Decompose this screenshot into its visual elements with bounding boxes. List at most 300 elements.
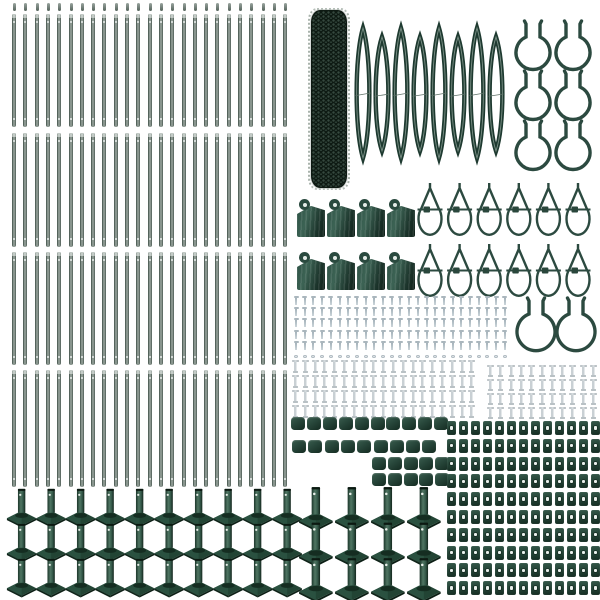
screw bbox=[330, 308, 332, 316]
base-plate bbox=[213, 559, 242, 598]
fence-clip bbox=[531, 421, 540, 435]
fence-clip bbox=[447, 546, 456, 560]
pole bbox=[159, 252, 163, 365]
screw bbox=[486, 308, 488, 316]
bolt bbox=[429, 360, 436, 373]
bolt bbox=[459, 360, 466, 373]
bolt bbox=[312, 390, 319, 403]
pole-hole bbox=[250, 118, 252, 120]
pole-hole bbox=[149, 140, 151, 142]
bolt bbox=[518, 393, 525, 405]
screw bbox=[321, 342, 323, 350]
pole-hole bbox=[137, 118, 139, 120]
fence-clip bbox=[459, 581, 468, 595]
screw bbox=[295, 308, 297, 316]
fence-clip bbox=[543, 563, 552, 577]
pole-hole bbox=[137, 21, 139, 23]
pole-hole bbox=[228, 238, 230, 240]
screw bbox=[304, 342, 306, 350]
screw bbox=[399, 319, 401, 327]
bolt bbox=[292, 375, 299, 388]
pole-hole bbox=[13, 238, 15, 240]
square-cap bbox=[372, 457, 386, 470]
pole-hole bbox=[149, 356, 151, 358]
square-cap bbox=[308, 440, 322, 453]
pole-hole bbox=[58, 377, 60, 379]
washer bbox=[494, 355, 498, 358]
pole bbox=[159, 133, 163, 247]
screw bbox=[356, 308, 358, 316]
pole bbox=[136, 14, 140, 127]
fence-clip bbox=[507, 421, 516, 435]
fence-clip bbox=[519, 492, 528, 506]
pole-hole bbox=[13, 356, 15, 358]
fence-clip bbox=[531, 474, 540, 488]
pole-hole bbox=[24, 356, 26, 358]
pole bbox=[23, 133, 27, 247]
fence-clip bbox=[555, 528, 564, 542]
base-plate bbox=[243, 489, 272, 528]
fence-clip bbox=[555, 581, 564, 595]
pole bbox=[204, 133, 208, 247]
square-cap bbox=[307, 417, 321, 430]
pole-hole bbox=[171, 478, 173, 480]
cap-eyelet bbox=[359, 252, 370, 263]
fence-clip bbox=[507, 528, 516, 542]
bolt bbox=[580, 365, 587, 377]
screw bbox=[365, 342, 367, 350]
pole-hole bbox=[24, 259, 26, 261]
screw bbox=[460, 331, 462, 339]
screw bbox=[443, 319, 445, 327]
pole-hole bbox=[47, 21, 49, 23]
pole-hole bbox=[262, 377, 264, 379]
screw bbox=[365, 308, 367, 316]
pole-hole bbox=[137, 238, 139, 240]
square-cap bbox=[291, 417, 305, 430]
pole bbox=[23, 252, 27, 365]
fence-clip bbox=[519, 581, 528, 595]
cap-eyelet bbox=[299, 199, 310, 210]
screw bbox=[408, 342, 410, 350]
fence-clip bbox=[543, 581, 552, 595]
pole-hole bbox=[205, 140, 207, 142]
fence-clip bbox=[591, 492, 600, 506]
fence-clip bbox=[591, 439, 600, 453]
pole-hole bbox=[239, 356, 241, 358]
pole-hole bbox=[47, 356, 49, 358]
washer bbox=[407, 355, 411, 358]
pole-hole bbox=[58, 21, 60, 23]
screw bbox=[434, 319, 436, 327]
pole-hole bbox=[171, 356, 173, 358]
square-cap bbox=[371, 417, 385, 430]
fence-clip bbox=[459, 457, 468, 471]
pole-tip bbox=[103, 3, 106, 11]
pole-hole bbox=[228, 377, 230, 379]
pole-hole bbox=[103, 356, 105, 358]
pole-hole bbox=[70, 478, 72, 480]
fence-clip bbox=[567, 528, 576, 542]
bolt bbox=[439, 375, 446, 388]
pole-hole bbox=[24, 21, 26, 23]
fence-clip bbox=[471, 528, 480, 542]
screw bbox=[373, 331, 375, 339]
cap-body bbox=[357, 206, 385, 237]
pole-hole bbox=[70, 118, 72, 120]
pole-hole bbox=[103, 21, 105, 23]
bolt bbox=[528, 379, 535, 391]
pole-hole bbox=[126, 140, 128, 142]
screw bbox=[486, 342, 488, 350]
pole bbox=[238, 133, 242, 247]
bolt bbox=[292, 390, 299, 403]
cap-eyelet bbox=[359, 199, 370, 210]
pole bbox=[272, 14, 276, 127]
pole bbox=[261, 133, 265, 247]
fence-clip bbox=[579, 457, 588, 471]
pole bbox=[170, 252, 174, 365]
fence-clip bbox=[543, 474, 552, 488]
fence-clip bbox=[507, 563, 516, 577]
pole bbox=[23, 14, 27, 127]
bolt bbox=[539, 393, 546, 405]
pole-tip bbox=[81, 3, 84, 11]
pole-hole bbox=[92, 356, 94, 358]
bolt bbox=[312, 360, 319, 373]
screw bbox=[365, 331, 367, 339]
fence-clip bbox=[531, 563, 540, 577]
base-plate bbox=[125, 489, 154, 528]
pole-hole bbox=[183, 377, 185, 379]
screw bbox=[426, 342, 428, 350]
base-plate bbox=[299, 523, 333, 567]
washer bbox=[485, 355, 489, 358]
pole-hole bbox=[70, 356, 72, 358]
screw bbox=[356, 342, 358, 350]
pole bbox=[57, 14, 61, 127]
pole-hole bbox=[70, 377, 72, 379]
pole-hole bbox=[273, 259, 275, 261]
pole bbox=[182, 133, 186, 247]
pole bbox=[148, 252, 152, 365]
pole bbox=[69, 14, 73, 127]
fence-clip bbox=[591, 581, 600, 595]
square-cap bbox=[404, 473, 418, 486]
pole-hole bbox=[171, 238, 173, 240]
square-cap bbox=[404, 457, 418, 470]
fence-clip bbox=[519, 546, 528, 560]
cap-eyelet bbox=[329, 199, 340, 210]
fence-clip bbox=[471, 474, 480, 488]
fence-clip bbox=[483, 528, 492, 542]
pole-hole bbox=[149, 21, 151, 23]
fence-clip bbox=[483, 546, 492, 560]
fence-clip bbox=[507, 546, 516, 560]
fence-clip bbox=[447, 492, 456, 506]
fence-clip bbox=[519, 457, 528, 471]
pole-hole bbox=[262, 259, 264, 261]
pole-tip bbox=[250, 3, 253, 11]
pole bbox=[136, 252, 140, 365]
pole bbox=[227, 252, 231, 365]
pole bbox=[215, 370, 219, 487]
pole bbox=[80, 252, 84, 365]
washer bbox=[390, 355, 394, 358]
fence-clip bbox=[495, 546, 504, 560]
pole-hole bbox=[183, 118, 185, 120]
bolt bbox=[400, 360, 407, 373]
screw bbox=[339, 319, 341, 327]
pole-hole bbox=[47, 377, 49, 379]
pole-hole bbox=[250, 140, 252, 142]
pole-hole bbox=[171, 21, 173, 23]
screw bbox=[321, 308, 323, 316]
bolt bbox=[449, 405, 456, 418]
screw bbox=[321, 297, 323, 305]
pole-hole bbox=[273, 238, 275, 240]
pole-hole bbox=[160, 259, 162, 261]
bolt bbox=[590, 379, 597, 391]
pole-tip bbox=[47, 3, 50, 11]
square-cap bbox=[325, 440, 339, 453]
pole-tip bbox=[137, 3, 140, 11]
bolt bbox=[380, 390, 387, 403]
fence-clip bbox=[459, 528, 468, 542]
bolt bbox=[580, 379, 587, 391]
cap-body bbox=[357, 259, 385, 290]
pole-hole bbox=[126, 21, 128, 23]
screw bbox=[391, 297, 393, 305]
bolt bbox=[410, 375, 417, 388]
pole-hole bbox=[58, 118, 60, 120]
screw bbox=[469, 319, 471, 327]
pole-hole bbox=[24, 118, 26, 120]
pole bbox=[114, 370, 118, 487]
fence-clip bbox=[507, 510, 516, 524]
bolt bbox=[590, 365, 597, 377]
pole-hole bbox=[205, 118, 207, 120]
square-cap bbox=[374, 440, 388, 453]
fence-clip bbox=[483, 581, 492, 595]
fence-clip bbox=[555, 457, 564, 471]
pole bbox=[12, 14, 16, 127]
fence-clip bbox=[495, 492, 504, 506]
base-plate bbox=[154, 559, 183, 598]
pole-hole bbox=[160, 118, 162, 120]
bolt bbox=[487, 379, 494, 391]
fence-clip bbox=[459, 510, 468, 524]
pole bbox=[148, 133, 152, 247]
pole bbox=[102, 370, 106, 487]
cap-body bbox=[327, 206, 355, 237]
pole-hole bbox=[171, 377, 173, 379]
bolt bbox=[497, 407, 504, 419]
bolt bbox=[331, 390, 338, 403]
fence-clip bbox=[567, 492, 576, 506]
pole-hole bbox=[103, 118, 105, 120]
pole-hole bbox=[47, 118, 49, 120]
pole-hole bbox=[47, 259, 49, 261]
pole-hole bbox=[239, 118, 241, 120]
pole-hole bbox=[284, 478, 286, 480]
screw bbox=[399, 308, 401, 316]
pole bbox=[238, 14, 242, 127]
bolt bbox=[341, 375, 348, 388]
base-plate bbox=[125, 559, 154, 598]
base-plate bbox=[243, 524, 272, 563]
bolt bbox=[400, 390, 407, 403]
pole-hole bbox=[115, 259, 117, 261]
fence-clip bbox=[543, 421, 552, 435]
pole-hole bbox=[92, 21, 94, 23]
pole bbox=[125, 370, 129, 487]
pole-hole bbox=[70, 238, 72, 240]
screw bbox=[443, 297, 445, 305]
square-cap bbox=[434, 417, 448, 430]
pole-hole bbox=[149, 118, 151, 120]
pole bbox=[193, 133, 197, 247]
bolt bbox=[449, 360, 456, 373]
bolt bbox=[312, 375, 319, 388]
fence-clip bbox=[555, 546, 564, 560]
pole-hole bbox=[92, 238, 94, 240]
bolt bbox=[351, 360, 358, 373]
pole-tip bbox=[149, 3, 152, 11]
pole-hole bbox=[47, 238, 49, 240]
fence-clip bbox=[567, 439, 576, 453]
pole bbox=[35, 252, 39, 365]
screw bbox=[347, 319, 349, 327]
fence-clip bbox=[483, 510, 492, 524]
fence-clip bbox=[471, 492, 480, 506]
screw bbox=[478, 308, 480, 316]
pole bbox=[80, 133, 84, 247]
screw bbox=[373, 297, 375, 305]
pole bbox=[46, 252, 50, 365]
pole-tip bbox=[284, 3, 287, 11]
square-cap bbox=[372, 473, 386, 486]
pole-hole bbox=[103, 478, 105, 480]
screw bbox=[339, 297, 341, 305]
fence-clip bbox=[591, 563, 600, 577]
fence-clip bbox=[531, 439, 540, 453]
pole-tip bbox=[262, 3, 265, 11]
fence-clip bbox=[507, 457, 516, 471]
pole-tip bbox=[126, 3, 129, 11]
pole-hole bbox=[36, 356, 38, 358]
bolt bbox=[321, 360, 328, 373]
pole-hole bbox=[13, 21, 15, 23]
washer bbox=[425, 355, 429, 358]
fence-clip bbox=[459, 474, 468, 488]
bolt bbox=[528, 393, 535, 405]
washer bbox=[329, 355, 333, 358]
pole-hole bbox=[149, 377, 151, 379]
pole-hole bbox=[273, 478, 275, 480]
pole bbox=[114, 252, 118, 365]
pole-hole bbox=[137, 356, 139, 358]
screw bbox=[495, 297, 497, 305]
screw bbox=[391, 308, 393, 316]
pole-hole bbox=[126, 377, 128, 379]
screw bbox=[321, 331, 323, 339]
bolt bbox=[361, 360, 368, 373]
pole-hole bbox=[239, 259, 241, 261]
fence-clip bbox=[543, 492, 552, 506]
fence-clip bbox=[471, 581, 480, 595]
pole-tip bbox=[24, 3, 27, 11]
screw bbox=[426, 297, 428, 305]
fence-clip bbox=[591, 421, 600, 435]
pole-hole bbox=[92, 478, 94, 480]
screw bbox=[495, 331, 497, 339]
pole-hole bbox=[81, 21, 83, 23]
pole-hole bbox=[47, 478, 49, 480]
pole bbox=[182, 252, 186, 365]
fence-clip bbox=[519, 510, 528, 524]
bolt bbox=[302, 360, 309, 373]
pole-hole bbox=[284, 140, 286, 142]
pole-hole bbox=[284, 377, 286, 379]
pole-hole bbox=[149, 478, 151, 480]
pole bbox=[272, 133, 276, 247]
pole-hole bbox=[262, 356, 264, 358]
screw bbox=[469, 342, 471, 350]
pole-hole bbox=[228, 478, 230, 480]
bolt bbox=[508, 393, 515, 405]
cap-eyelet bbox=[389, 199, 400, 210]
fence-clip bbox=[567, 563, 576, 577]
screw bbox=[434, 308, 436, 316]
pole bbox=[227, 370, 231, 487]
base-plate bbox=[335, 487, 369, 531]
square-cap bbox=[339, 417, 353, 430]
pole-hole bbox=[70, 140, 72, 142]
fence-clip bbox=[543, 439, 552, 453]
pole-hole bbox=[171, 259, 173, 261]
pole-hole bbox=[273, 21, 275, 23]
base-plate bbox=[407, 523, 441, 567]
square-cap bbox=[386, 417, 400, 430]
bolt bbox=[487, 393, 494, 405]
washer bbox=[381, 355, 385, 358]
screw bbox=[312, 342, 314, 350]
pole-hole bbox=[171, 118, 173, 120]
screw bbox=[373, 342, 375, 350]
pole-hole bbox=[183, 259, 185, 261]
fence-clip bbox=[543, 546, 552, 560]
pole-hole bbox=[115, 140, 117, 142]
pole-tip bbox=[205, 3, 208, 11]
square-cap bbox=[355, 417, 369, 430]
base-plate bbox=[335, 558, 369, 600]
bolt bbox=[559, 379, 566, 391]
pole-hole bbox=[216, 377, 218, 379]
washer bbox=[346, 355, 350, 358]
pole bbox=[227, 133, 231, 247]
pole-hole bbox=[273, 356, 275, 358]
pole-hole bbox=[36, 377, 38, 379]
screw bbox=[495, 342, 497, 350]
washer bbox=[364, 355, 368, 358]
screw bbox=[391, 331, 393, 339]
pole-hole bbox=[81, 238, 83, 240]
screw bbox=[504, 297, 506, 305]
pole-hole bbox=[58, 238, 60, 240]
screw bbox=[399, 331, 401, 339]
screw bbox=[426, 308, 428, 316]
